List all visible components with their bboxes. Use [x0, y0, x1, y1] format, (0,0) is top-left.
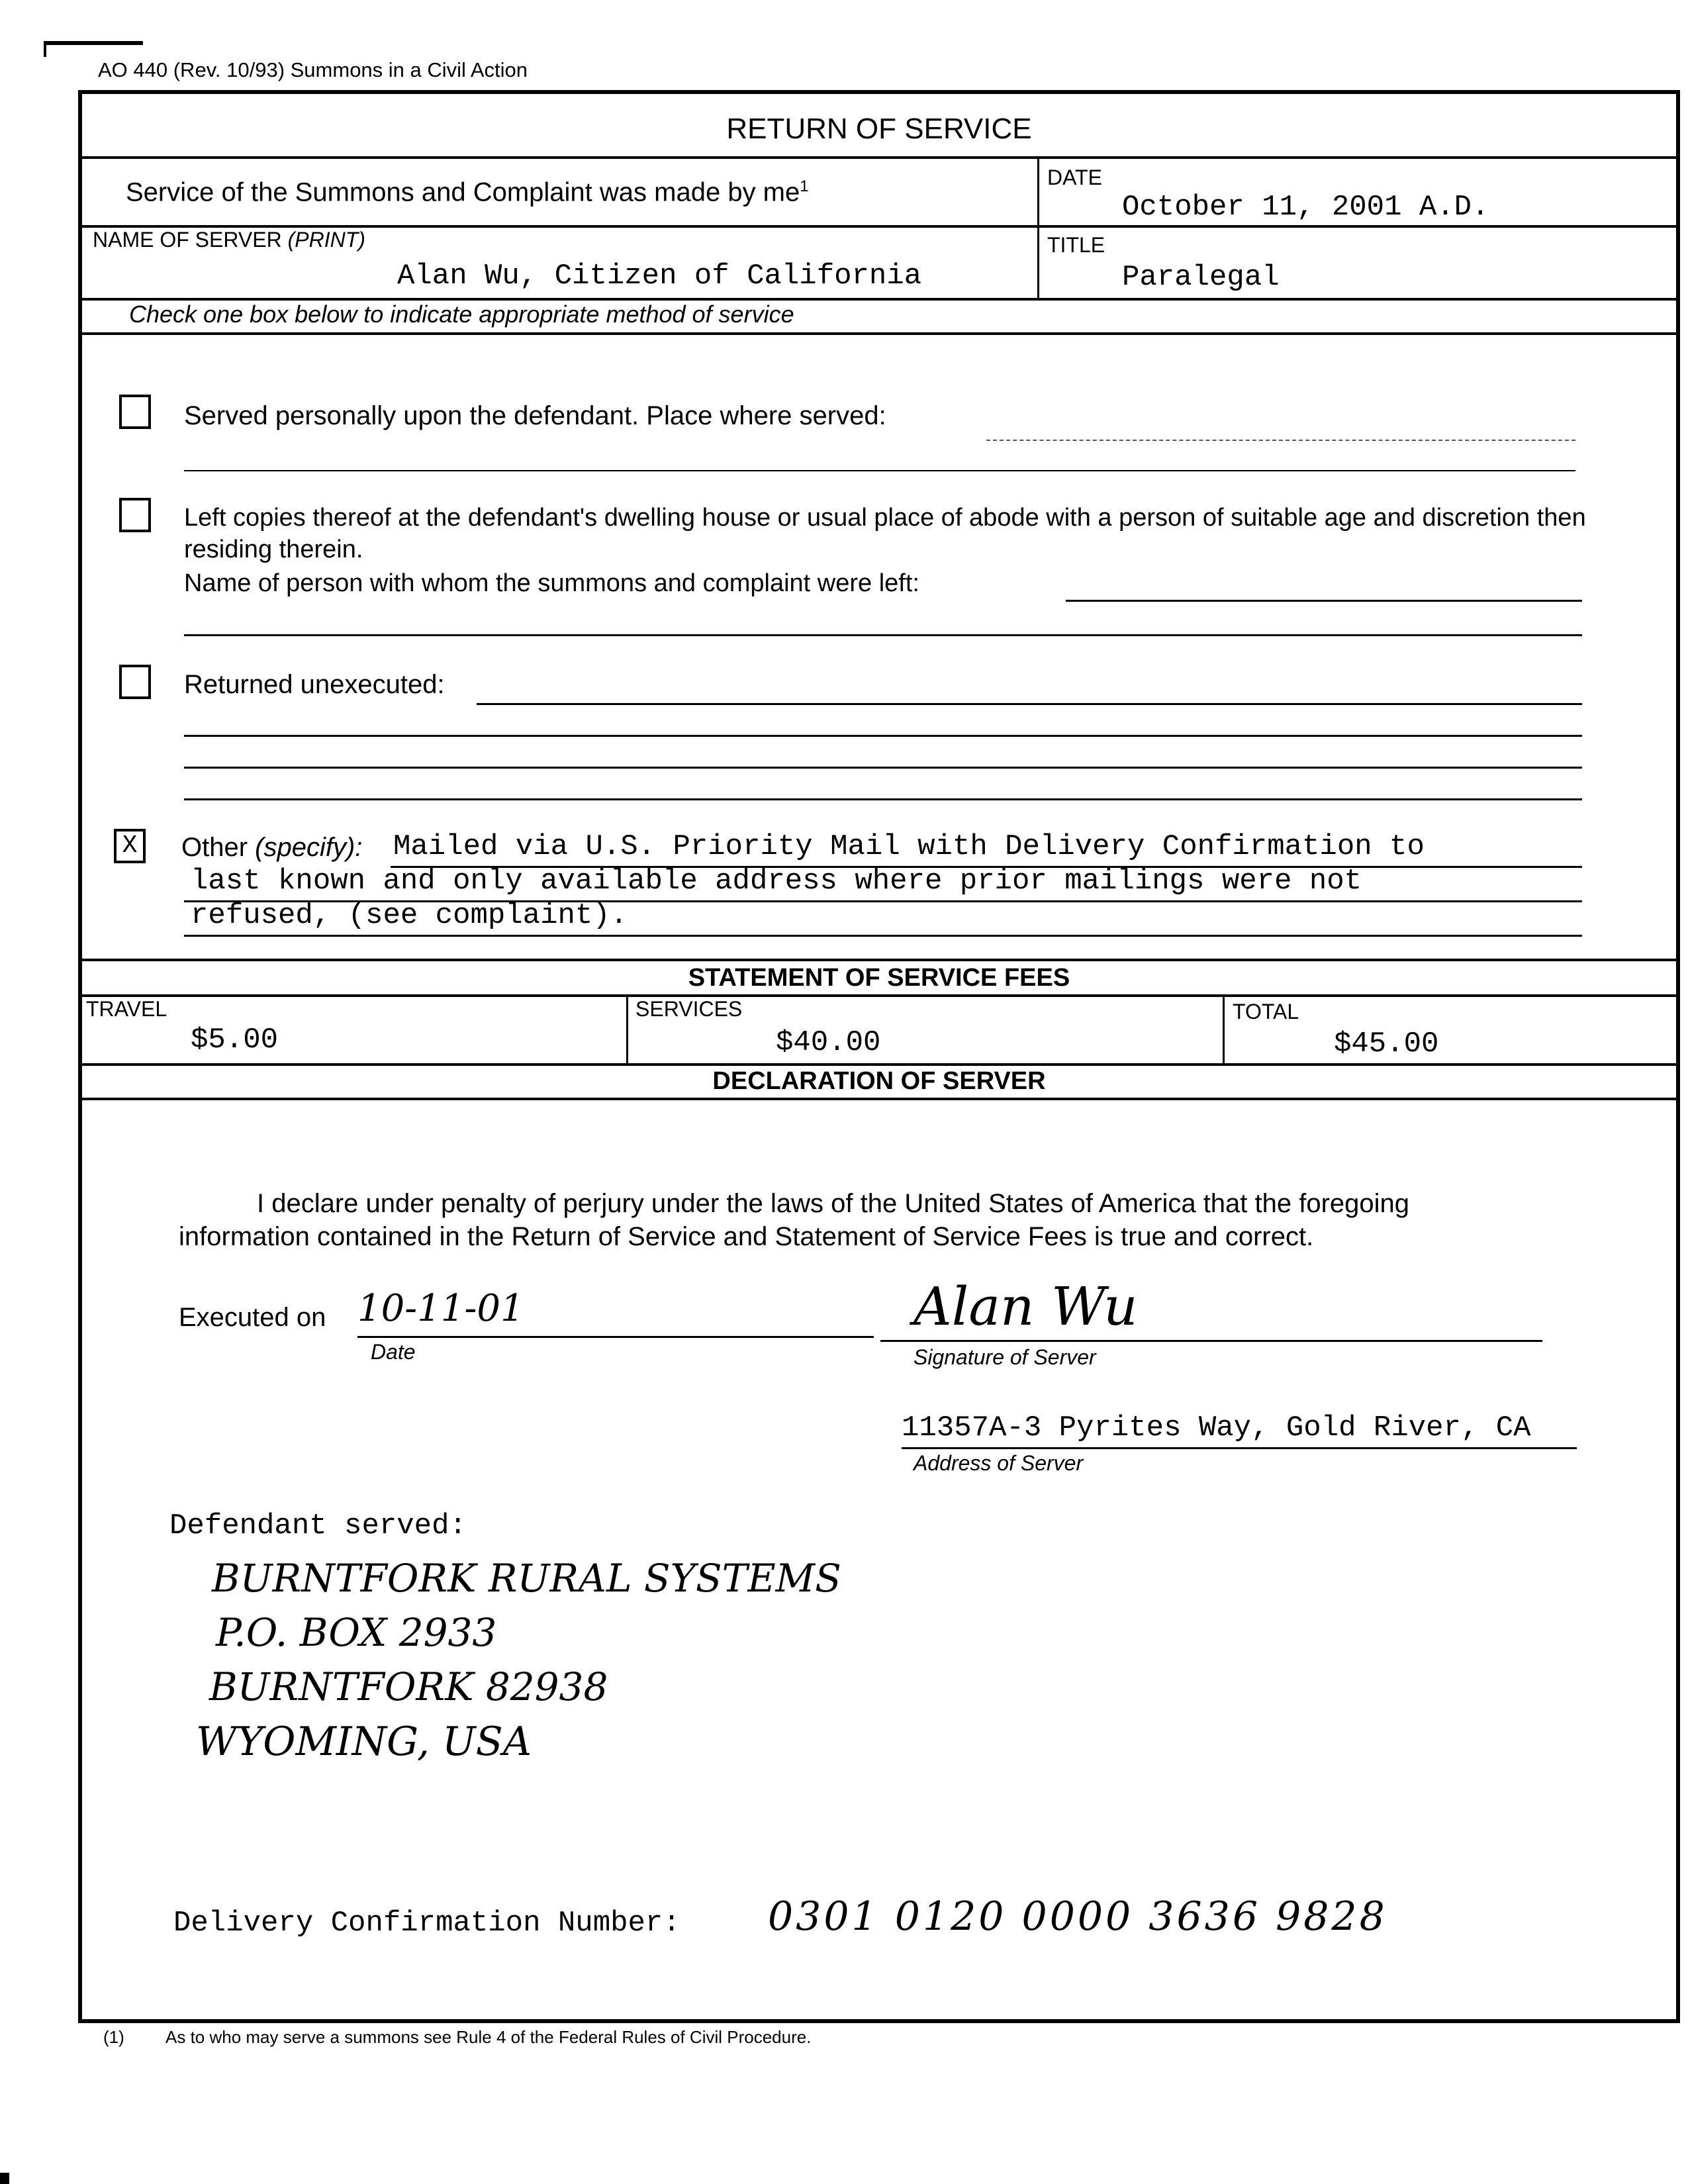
returned-line-3[interactable] [184, 767, 1582, 769]
server-name-label-hint: (PRINT) [287, 228, 365, 252]
footnote-marker: (1) [103, 2027, 124, 2047]
date-label: DATE [1047, 166, 1102, 189]
address-caption: Address of Server [914, 1451, 1084, 1475]
fees-title: STATEMENT OF SERVICE FEES [688, 964, 1070, 992]
person-left-line[interactable] [1066, 600, 1582, 602]
divider [78, 332, 1680, 335]
other-spec-line-3[interactable]: refused, (see complaint). [191, 899, 628, 932]
date-value[interactable]: October 11, 2001 A.D. [1122, 191, 1489, 224]
service-statement-text: Service of the Summons and Complaint was made by me [126, 177, 800, 207]
column-divider [626, 994, 628, 1063]
divider [78, 994, 1680, 997]
divider [78, 959, 1680, 961]
checkbox-served-personally[interactable] [119, 395, 151, 429]
defendant-city-zip: BURNTFORK 82938 [209, 1664, 608, 1709]
footnote-ref: 1 [800, 177, 809, 195]
server-name-label-text: NAME OF SERVER [93, 228, 282, 252]
person-left-line-2[interactable] [184, 634, 1582, 636]
scan-corner-mark [44, 41, 143, 45]
footnote [103, 2027, 811, 2048]
executed-on-label: Executed on [179, 1303, 326, 1332]
checkbox-left-copies[interactable] [119, 498, 151, 532]
form-identifier: AO 440 (Rev. 10/93) Summons in a Civil Action [98, 58, 528, 81]
return-of-service-title: RETURN OF SERVICE [726, 113, 1032, 145]
other-spec-line-1[interactable]: Mailed via U.S. Priority Mail with Delivery Confirmation to [393, 830, 1425, 863]
signature-caption: Signature of Server [914, 1345, 1096, 1369]
divider [78, 156, 1680, 159]
other-spec-line-2[interactable]: last known and only available address where prior mailings were not [191, 865, 1362, 898]
person-left-label: Name of person with whom the summons and complaint were left: [184, 569, 919, 597]
defendant-po-box: P.O. BOX 2933 [216, 1610, 497, 1655]
declaration-title: DECLARATION OF SERVER [712, 1067, 1046, 1095]
travel-label: TRAVEL [86, 997, 167, 1021]
date-caption: Date [371, 1340, 416, 1364]
total-label: TOTAL [1233, 1000, 1299, 1023]
total-value[interactable]: $45.00 [1334, 1027, 1439, 1061]
scan-corner-tick [44, 41, 46, 57]
method-returned-text: Returned unexecuted: [184, 670, 445, 699]
delivery-confirmation-label: Delivery Confirmation Number: [173, 1907, 680, 1940]
service-statement [126, 177, 809, 207]
defendant-label: Defendant served: [169, 1509, 467, 1543]
column-divider [1223, 994, 1225, 1063]
returned-line-4[interactable] [184, 798, 1582, 800]
server-name-label [93, 228, 365, 252]
checkbox-other[interactable]: X [114, 829, 146, 863]
place-served-line[interactable] [986, 440, 1575, 441]
travel-value[interactable]: $5.00 [191, 1023, 279, 1057]
checkbox-returned-unexecuted[interactable] [119, 665, 151, 699]
footnote-text: As to who may serve a summons see Rule 4 of the Federal Rules of Civil Procedure. [165, 2027, 812, 2047]
other-label-hint: (specify): [255, 833, 363, 862]
title-value[interactable]: Paralegal [1122, 261, 1280, 294]
server-name-value[interactable]: Alan Wu, Citizen of California [397, 260, 922, 293]
date-line [357, 1336, 874, 1338]
divider [78, 1098, 1680, 1100]
place-served-line-2[interactable] [184, 470, 1575, 471]
declaration-text-line-2: information contained in the Return of Service and Statement of Service Fees is true and correct. [179, 1222, 1314, 1251]
declaration-text-line-1: I declare under penalty of perjury under the laws of the United States of America that the foregoing [257, 1189, 1410, 1218]
defendant-state-country: WYOMING, USA [196, 1719, 532, 1765]
column-divider [1037, 156, 1039, 301]
returned-line-1[interactable] [477, 703, 1582, 705]
method-personal-text: Served personally upon the defendant. Place where served: [184, 401, 886, 430]
services-value[interactable]: $40.00 [776, 1026, 881, 1059]
address-line [902, 1447, 1577, 1449]
other-underline-3 [184, 935, 1582, 937]
method-other-label [181, 833, 362, 863]
services-label: SERVICES [635, 997, 743, 1021]
method-instruction: Check one box below to indicate appropriate method of service [129, 301, 794, 328]
server-address[interactable]: 11357A-3 Pyrites Way, Gold River, CA [902, 1411, 1531, 1445]
divider [78, 1063, 1680, 1066]
executed-date[interactable]: 10-11-01 [357, 1287, 524, 1330]
other-label-text: Other [181, 833, 248, 862]
delivery-confirmation-number[interactable]: 0301 0120 0000 3636 9828 [768, 1893, 1387, 1940]
returned-line-2[interactable] [184, 735, 1582, 737]
method-left-copies-text: Left copies thereof at the defendant's dwelling house or usual place of abode with a person of suitable age and discretion then residing therein. [184, 504, 1586, 563]
scan-bottom-mark [0, 2173, 9, 2184]
signature-line [880, 1340, 1542, 1342]
server-signature[interactable]: Alan Wu [914, 1276, 1138, 1337]
defendant-name: BURNTFORK RURAL SYSTEMS [212, 1556, 841, 1601]
title-label: TITLE [1047, 233, 1105, 257]
